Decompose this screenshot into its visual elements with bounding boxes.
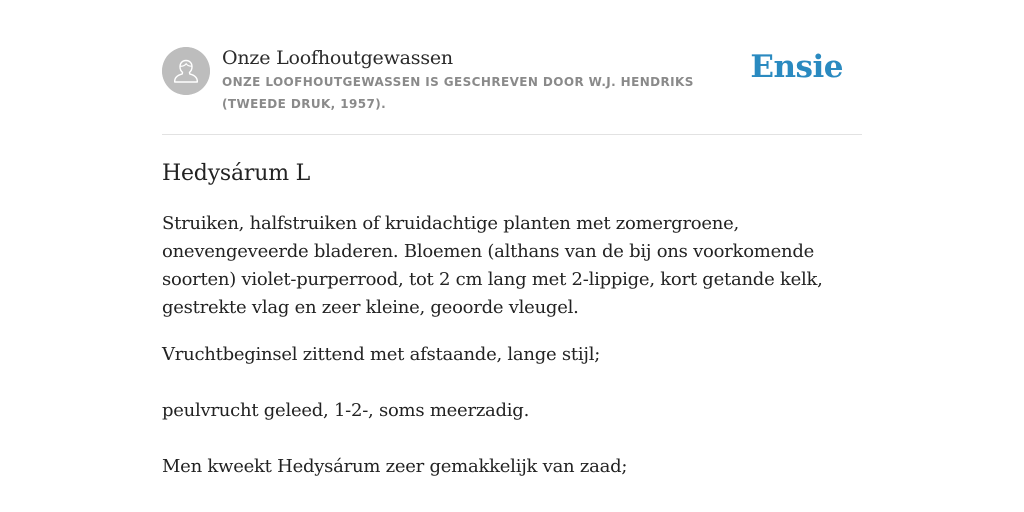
- source-description: ONZE LOOFHOUTGEWASSEN IS GESCHREVEN DOOR W.J. HENDRIKS (TWEEDE DRUK, 1957).: [222, 75, 694, 111]
- source-title[interactable]: Onze Loofhoutgewassen: [222, 47, 453, 69]
- source-info: [222, 45, 762, 115]
- entry-paragraph: Men kweekt Hedysárum zeer gemakkelijk van zaad;: [162, 456, 628, 477]
- entry-content: [162, 135, 862, 481]
- user-icon: [162, 47, 210, 95]
- brand-logo[interactable]: Ensie: [750, 49, 843, 85]
- entry-paragraph: peulvrucht geleed, 1-2-, soms meerzadig.: [162, 400, 530, 421]
- source-avatar[interactable]: [162, 47, 210, 95]
- source-header: [162, 0, 862, 135]
- page: [162, 0, 862, 481]
- entry-paragraph: Vruchtbeginsel zittend met afstaande, lange stijl;: [162, 344, 601, 365]
- entry-title: Hedysárum L: [162, 161, 311, 186]
- entry-paragraph: Struiken, halfstruiken of kruidachtige planten met zomergroene, onevengeveerde bladeren. Bloemen (althans van de bij ons voorkomende soorten) violet-purperrood, tot 2 cm lang met 2-lippige, kort getande kelk, gestrekte vlag en zeer kleine, geoorde vleugel.: [162, 213, 823, 318]
